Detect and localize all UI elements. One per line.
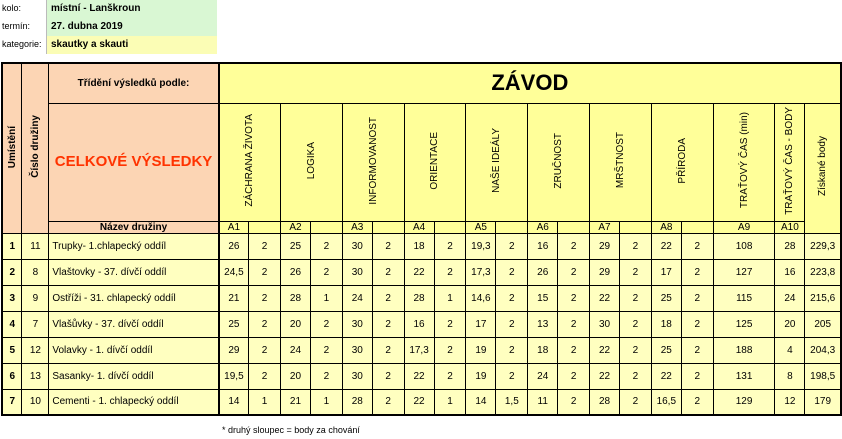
score-cell: 29 — [590, 233, 620, 259]
sort-label: Třídění výsledků podle: — [49, 63, 219, 103]
discipline-header: ZÁCHRANA ŽIVOTA — [219, 103, 281, 221]
score-cell: 2 — [496, 259, 528, 285]
score-cell: 2 — [619, 259, 651, 285]
zavod-title: ZÁVOD — [219, 63, 841, 103]
score-cell: 1 — [434, 285, 466, 311]
score-cell: 1 — [434, 389, 466, 415]
info-row-kolo — [0, 0, 217, 18]
code-a10: A10 — [775, 221, 805, 233]
score-cell: 29 — [219, 337, 249, 363]
time-points-cell: 12 — [775, 389, 805, 415]
time-points-cell: 24 — [775, 285, 805, 311]
score-cell: 2 — [372, 285, 404, 311]
time-points-cell: 28 — [775, 233, 805, 259]
score-cell: 2 — [372, 337, 404, 363]
code-a7: A7 — [590, 221, 620, 233]
table-row — [2, 311, 841, 337]
team-name-cell: Trupky- 1.chlapecký oddíl — [49, 233, 219, 259]
discipline-header: MRŠTNOST — [590, 103, 652, 221]
table-row — [2, 233, 841, 259]
score-cell: 2 — [310, 233, 342, 259]
total-cell: 223,8 — [805, 259, 841, 285]
results-table — [1, 62, 842, 416]
score-cell: 17,3 — [404, 337, 434, 363]
score-cell: 2 — [310, 259, 342, 285]
score-cell: 22 — [404, 363, 434, 389]
score-cell: 22 — [590, 337, 620, 363]
info-row-kategorie — [0, 36, 217, 54]
score-cell: 2 — [681, 363, 713, 389]
time-cell: 127 — [713, 259, 775, 285]
trat-cas-body-header: TRAŤOVÝ ČAS - BODY — [775, 103, 805, 221]
score-cell: 22 — [651, 363, 681, 389]
table-row — [2, 259, 841, 285]
score-cell: 2 — [681, 311, 713, 337]
score-cell: 2 — [496, 233, 528, 259]
nazev-header: Název družiny — [49, 221, 219, 233]
place-cell: 3 — [2, 285, 22, 311]
score-cell: 2 — [496, 337, 528, 363]
score-cell: 17,3 — [466, 259, 496, 285]
total-cell: 215,6 — [805, 285, 841, 311]
discipline-header: ORIENTACE — [404, 103, 466, 221]
total-cell: 198,5 — [805, 363, 841, 389]
score-cell: 30 — [590, 311, 620, 337]
team-name-cell: Cementi - 1. chlapecký oddíl — [49, 389, 219, 415]
score-cell: 2 — [558, 259, 590, 285]
score-cell: 16,5 — [651, 389, 681, 415]
score-cell: 19,5 — [219, 363, 249, 389]
kolo-label: kolo: — [2, 3, 22, 13]
umisteni-header: Umístění — [2, 63, 22, 233]
score-cell: 28 — [281, 285, 311, 311]
score-cell: 16 — [528, 233, 558, 259]
code-a5: A5 — [466, 221, 496, 233]
code-a2: A2 — [281, 221, 311, 233]
score-cell: 26 — [281, 259, 311, 285]
table-row — [2, 389, 841, 415]
team-number-cell: 12 — [22, 337, 49, 363]
score-cell: 30 — [342, 233, 372, 259]
discipline-header: ZRUČNOST — [528, 103, 590, 221]
team-name-cell: Vlašůvky - 37. dívčí oddíl — [49, 311, 219, 337]
score-cell: 25 — [219, 311, 249, 337]
score-cell: 24,5 — [219, 259, 249, 285]
score-cell: 2 — [681, 285, 713, 311]
score-cell: 24 — [342, 285, 372, 311]
score-cell: 2 — [496, 311, 528, 337]
celkove-vysledky: CELKOVÉ VÝSLEDKY — [49, 103, 219, 221]
time-cell: 115 — [713, 285, 775, 311]
score-cell: 2 — [619, 233, 651, 259]
score-cell: 19,3 — [466, 233, 496, 259]
code-a4: A4 — [404, 221, 434, 233]
score-cell: 22 — [404, 259, 434, 285]
score-cell: 19 — [466, 337, 496, 363]
score-cell: 1 — [310, 285, 342, 311]
table-row — [2, 363, 841, 389]
score-cell: 14 — [219, 389, 249, 415]
score-cell: 22 — [590, 285, 620, 311]
score-cell: 2 — [619, 285, 651, 311]
score-cell: 24 — [281, 337, 311, 363]
ziskane-header: Získané body — [805, 103, 841, 233]
score-cell: 2 — [496, 363, 528, 389]
score-cell: 2 — [434, 337, 466, 363]
score-cell: 24 — [528, 363, 558, 389]
score-cell: 14,6 — [466, 285, 496, 311]
time-points-cell: 16 — [775, 259, 805, 285]
code-a3: A3 — [342, 221, 372, 233]
score-cell: 14 — [466, 389, 496, 415]
score-cell: 1,5 — [496, 389, 528, 415]
code-a1: A1 — [219, 221, 249, 233]
score-cell: 11 — [528, 389, 558, 415]
score-cell: 2 — [619, 363, 651, 389]
score-cell: 2 — [558, 311, 590, 337]
score-cell: 2 — [249, 311, 281, 337]
score-cell: 2 — [681, 259, 713, 285]
place-cell: 2 — [2, 259, 22, 285]
score-cell: 2 — [249, 233, 281, 259]
time-cell: 188 — [713, 337, 775, 363]
place-cell: 1 — [2, 233, 22, 259]
score-cell: 2 — [372, 259, 404, 285]
score-cell: 17 — [466, 311, 496, 337]
total-cell: 205 — [805, 311, 841, 337]
total-cell: 204,3 — [805, 337, 841, 363]
score-cell: 28 — [590, 389, 620, 415]
footnote: * druhý sloupec = body za chování — [222, 425, 360, 435]
score-cell: 2 — [619, 311, 651, 337]
score-cell: 22 — [651, 233, 681, 259]
score-cell: 16 — [404, 311, 434, 337]
score-cell: 22 — [590, 363, 620, 389]
score-cell: 30 — [342, 259, 372, 285]
team-name-cell: Ostříži - 31. chlapecký oddíl — [49, 285, 219, 311]
score-cell: 2 — [310, 311, 342, 337]
code-a9: A9 — [713, 221, 775, 233]
score-cell: 18 — [651, 311, 681, 337]
score-cell: 1 — [310, 389, 342, 415]
score-cell: 2 — [372, 311, 404, 337]
time-cell: 108 — [713, 233, 775, 259]
score-cell: 30 — [342, 363, 372, 389]
table-row — [2, 337, 841, 363]
kolo-value: místní - Lanškroun — [46, 0, 217, 18]
score-cell: 2 — [372, 363, 404, 389]
score-cell: 25 — [651, 337, 681, 363]
score-cell: 2 — [681, 389, 713, 415]
time-points-cell: 8 — [775, 363, 805, 389]
score-cell: 2 — [619, 389, 651, 415]
score-cell: 2 — [372, 233, 404, 259]
time-points-cell: 20 — [775, 311, 805, 337]
score-cell: 2 — [310, 363, 342, 389]
score-cell: 2 — [434, 233, 466, 259]
score-cell: 18 — [404, 233, 434, 259]
time-cell: 129 — [713, 389, 775, 415]
team-number-cell: 11 — [22, 233, 49, 259]
score-cell: 2 — [434, 311, 466, 337]
score-cell: 2 — [249, 337, 281, 363]
score-cell: 21 — [281, 389, 311, 415]
score-cell: 2 — [681, 337, 713, 363]
score-cell: 28 — [404, 285, 434, 311]
team-number-cell: 13 — [22, 363, 49, 389]
score-cell: 2 — [496, 285, 528, 311]
score-cell: 26 — [219, 233, 249, 259]
score-cell: 2 — [681, 233, 713, 259]
trat-cas-min-header: TRAŤOVÝ ČAS (min) — [713, 103, 775, 221]
table-row — [2, 285, 841, 311]
score-cell: 21 — [219, 285, 249, 311]
score-cell: 2 — [249, 259, 281, 285]
score-cell: 2 — [558, 363, 590, 389]
team-name-cell: Sasanky- 1. dívčí oddíl — [49, 363, 219, 389]
team-number-cell: 7 — [22, 311, 49, 337]
score-cell: 26 — [528, 259, 558, 285]
termin-value: 27. dubna 2019 — [46, 18, 217, 36]
score-cell: 15 — [528, 285, 558, 311]
score-cell: 2 — [310, 337, 342, 363]
discipline-header: NAŠE IDEÁLY — [466, 103, 528, 221]
info-row-termin — [0, 18, 217, 36]
code-a6: A6 — [528, 221, 558, 233]
score-cell: 2 — [249, 285, 281, 311]
score-cell: 2 — [249, 363, 281, 389]
discipline-header: INFORMOVANOST — [342, 103, 404, 221]
score-cell: 2 — [558, 233, 590, 259]
place-cell: 7 — [2, 389, 22, 415]
score-cell: 22 — [404, 389, 434, 415]
place-cell: 5 — [2, 337, 22, 363]
cislo-header: Číslo družiny — [22, 63, 49, 233]
score-cell: 13 — [528, 311, 558, 337]
time-cell: 125 — [713, 311, 775, 337]
score-cell: 18 — [528, 337, 558, 363]
score-cell: 25 — [651, 285, 681, 311]
score-cell: 2 — [434, 363, 466, 389]
score-cell: 20 — [281, 363, 311, 389]
total-cell: 179 — [805, 389, 841, 415]
discipline-header: PŘÍRODA — [651, 103, 713, 221]
score-cell: 1 — [249, 389, 281, 415]
score-cell: 29 — [590, 259, 620, 285]
score-cell: 2 — [558, 389, 590, 415]
place-cell: 6 — [2, 363, 22, 389]
team-number-cell: 10 — [22, 389, 49, 415]
code-a8: A8 — [651, 221, 681, 233]
time-points-cell: 4 — [775, 337, 805, 363]
team-number-cell: 8 — [22, 259, 49, 285]
score-cell: 25 — [281, 233, 311, 259]
score-cell: 2 — [558, 285, 590, 311]
team-name-cell: Vlaštovky - 37. dívčí oddíl — [49, 259, 219, 285]
score-cell: 30 — [342, 337, 372, 363]
time-cell: 131 — [713, 363, 775, 389]
place-cell: 4 — [2, 311, 22, 337]
team-name-cell: Volavky - 1. dívčí oddíl — [49, 337, 219, 363]
score-cell: 19 — [466, 363, 496, 389]
score-cell: 2 — [434, 259, 466, 285]
score-cell: 30 — [342, 311, 372, 337]
discipline-header: LOGIKA — [281, 103, 343, 221]
score-cell: 2 — [372, 389, 404, 415]
team-number-cell: 9 — [22, 285, 49, 311]
score-cell: 28 — [342, 389, 372, 415]
termin-label: termín: — [2, 21, 31, 31]
kategorie-value: skautky a skauti — [46, 36, 217, 54]
kategorie-label: kategorie: — [2, 39, 42, 49]
score-cell: 2 — [619, 337, 651, 363]
total-cell: 229,3 — [805, 233, 841, 259]
score-cell: 20 — [281, 311, 311, 337]
score-cell: 17 — [651, 259, 681, 285]
score-cell: 2 — [558, 337, 590, 363]
